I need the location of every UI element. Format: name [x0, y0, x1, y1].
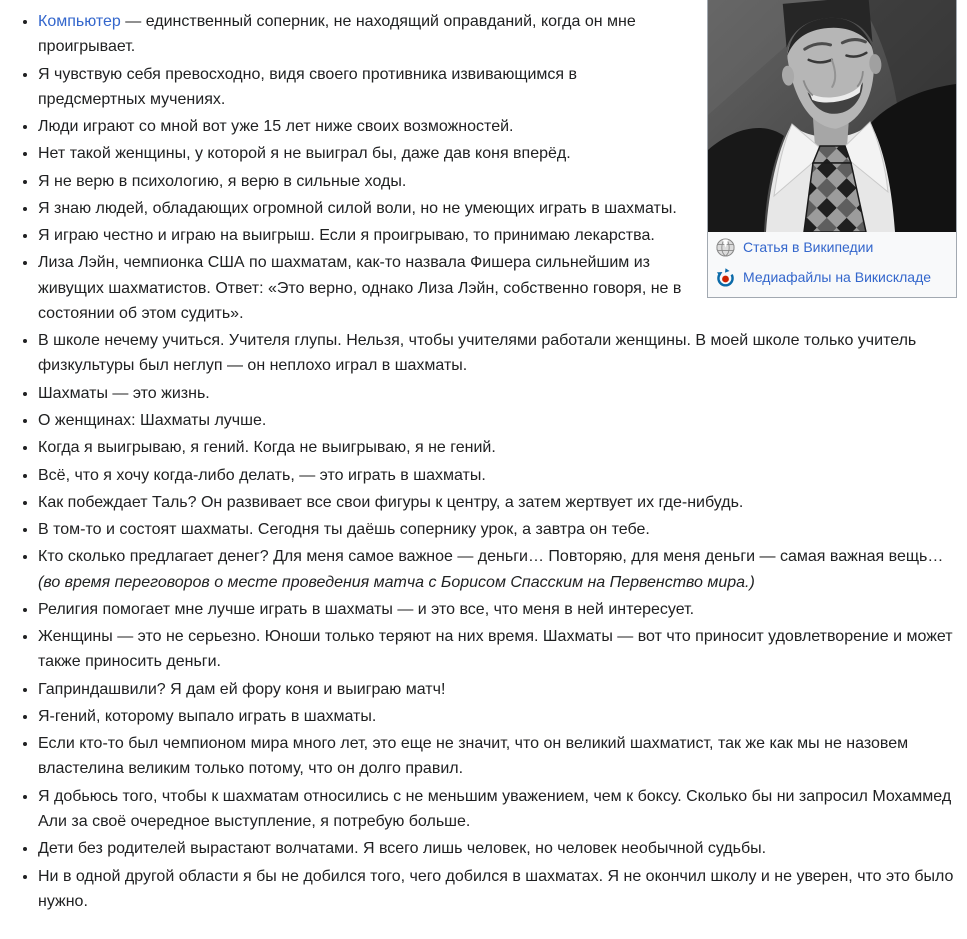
quote-text: Я чувствую себя превосходно, видя своего противника извивающимся в предсмертных мучениях. [38, 65, 578, 108]
quote-text: Я знаю людей, обладающих огромной силой воли, но не умеющих играть в шахматы. [38, 199, 677, 217]
quote-text: Дети без родителей вырастают волчатами. Я всего лишь человек, но человек необычной судьбы. [38, 840, 767, 858]
quote-text: Люди играют со мной вот уже 15 лет ниже своих возможностей. [38, 118, 514, 136]
quote-text: Я не верю в психологию, я верю в сильные ходы. [38, 172, 407, 190]
quote-item [38, 381, 957, 406]
wikipedia-link-row [708, 232, 956, 262]
quote-item [38, 408, 957, 433]
quote-item [38, 328, 957, 379]
wikipedia-article-link[interactable]: Статья в Википедии [743, 239, 874, 256]
quote-item [38, 784, 957, 835]
commons-icon [716, 268, 735, 287]
quote-text: Лиза Лэйн, чемпионка США по шахматам, как-то назвала Фишера сильнейшим из живущих шахматистов. Ответ: «Это верно, однако Лиза Лэйн, собственно говоря, не в состоянии об этом судить». [38, 254, 682, 322]
quote-item [38, 435, 957, 460]
quote-text: — единственный соперник, не находящий оправданий, когда он мне проигрывает. [38, 13, 636, 56]
quote-text: Если кто-то был чемпионом мира много лет, это еще не значит, что он великий шахматист, так же как мы не назовем властелина великим только потому, что он долго правил. [38, 735, 909, 778]
quote-item [38, 624, 957, 675]
quote-item [38, 517, 957, 542]
quote-text: Женщины — это не серьезно. Юноши только теряют на них время. Шахматы — вот что приносит удовлетворение и может также приносить деньги. [38, 628, 953, 671]
quote-wikilink[interactable]: Компьютер [38, 13, 121, 30]
quote-item [38, 490, 957, 515]
wikipedia-icon [716, 238, 735, 257]
quote-text: Ни в одной другой области я бы не добился того, чего добился в шахматах. Я не окончил школу и не уверен, что это было нужно. [38, 867, 954, 910]
quote-text: В школе нечему учиться. Учителя глупы. Нельзя, чтобы учителями работали женщины. В моей школе только учитель физкультуры был неглуп — он неплохо играл в шахматы. [38, 332, 917, 375]
commons-link-row [708, 262, 956, 297]
quote-item [38, 704, 957, 729]
quote-text: В том-то и состоят шахматы. Сегодня ты даёшь сопернику урок, а завтра он тебе. [38, 521, 650, 539]
quote-item [38, 597, 957, 622]
quote-text: Всё, что я хочу когда-либо делать, — это играть в шахматы. [38, 466, 486, 484]
quote-text: Я-гений, которому выпало играть в шахматы. [38, 707, 377, 725]
quote-text: Кто сколько предлагает денег? Для меня самое важное — деньги… Повторяю, для меня деньги — самая важная вещь… [38, 548, 944, 566]
quote-item [38, 544, 957, 595]
commons-media-link[interactable]: Медиафайлы на Викискладе [743, 269, 932, 286]
quote-text: Религия помогает мне лучше играть в шахматы — и это все, что меня в ней интересует. [38, 600, 695, 618]
quote-text: О женщинах: Шахматы лучше. [38, 411, 267, 429]
quote-item [38, 864, 957, 915]
quote-item [38, 836, 957, 861]
quote-text: Шахматы — это жизнь. [38, 384, 210, 402]
fischer-portrait-photo[interactable] [708, 0, 956, 232]
quote-item [38, 677, 957, 702]
quote-text: Как побеждает Таль? Он развивает все свои фигуры к центру, а затем жертвует их где-нибудь. [38, 493, 744, 511]
quote-text: Нет такой женщины, у которой я не выиграл бы, даже дав коня вперёд. [38, 145, 571, 163]
quote-item [38, 731, 957, 782]
quote-text: Когда я выигрываю, я гений. Когда не выигрываю, я не гений. [38, 439, 496, 457]
navigation-infobox [707, 0, 957, 298]
quote-source-note: (во время переговоров о месте проведения матча с Борисом Спасским на Первенство мира.) [38, 573, 755, 591]
quote-text: Я играю честно и играю на выигрыш. Если я проигрываю, то принимаю лекарства. [38, 227, 655, 245]
quote-item [38, 463, 957, 488]
quote-text: Гаприндашвили? Я дам ей фору коня и выиграю матч! [38, 680, 446, 698]
portrait-image [708, 0, 956, 232]
quote-text: Я добьюсь того, чтобы к шахматам относились с не меньшим уважением, чем к боксу. Сколько бы ни запросил Мохаммед Али за своё очередное выступление, я потребую больше. [38, 787, 952, 830]
